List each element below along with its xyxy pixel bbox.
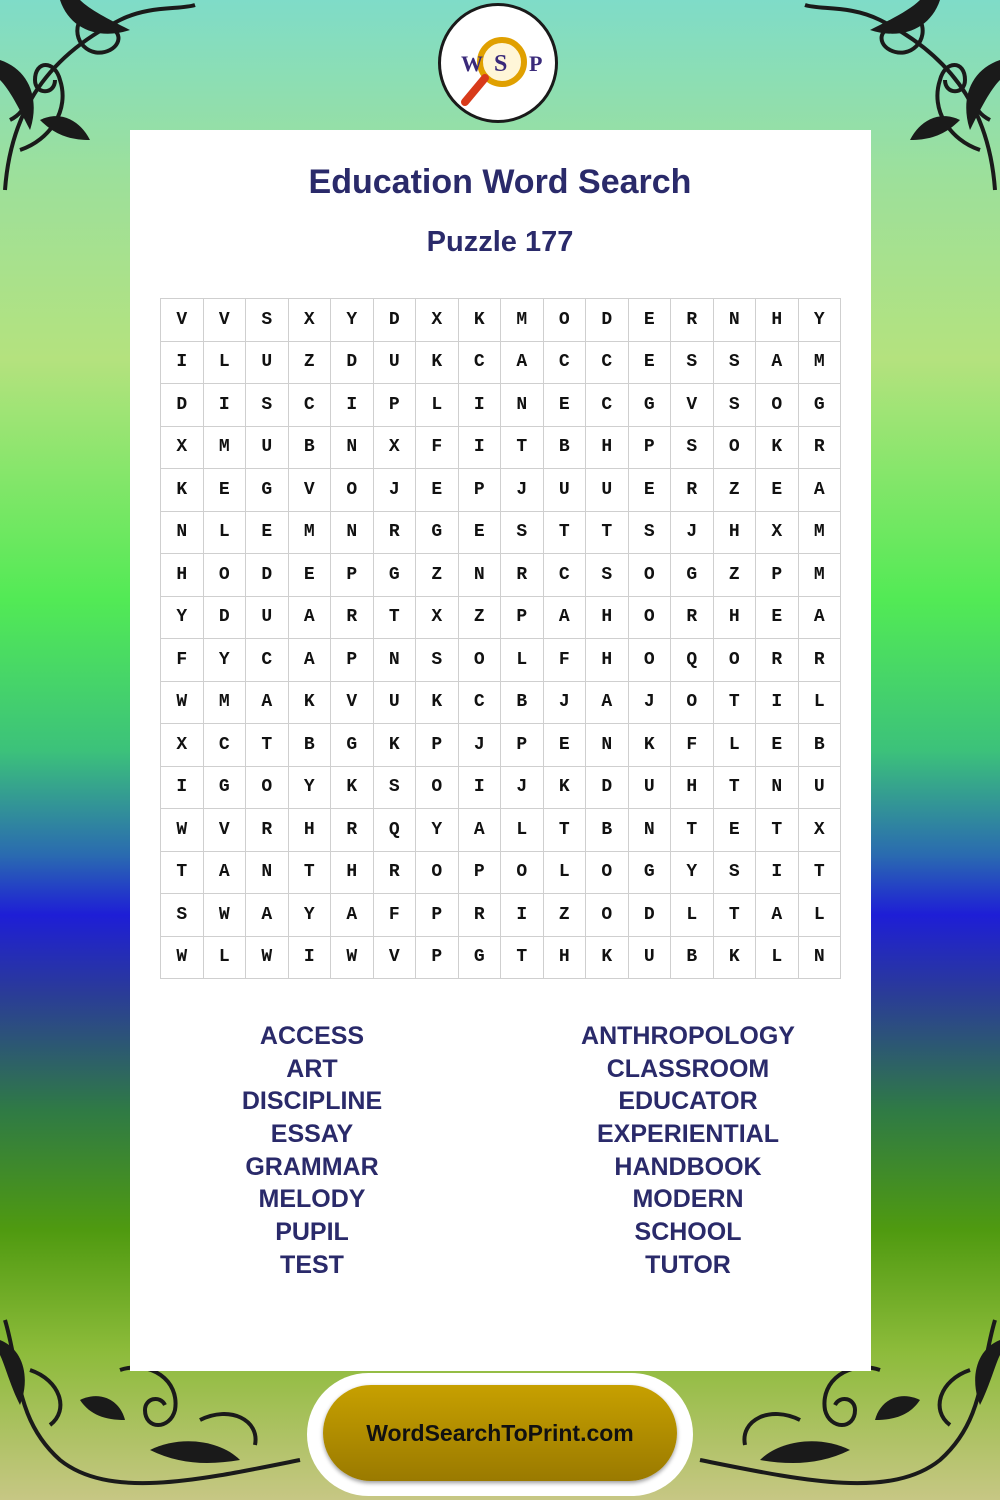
word-list-item: ANTHROPOLOGY bbox=[581, 1022, 795, 1050]
grid-cell[interactable]: N bbox=[501, 384, 544, 427]
grid-cell[interactable]: S bbox=[714, 852, 757, 895]
grid-cell[interactable]: K bbox=[459, 299, 502, 342]
grid-cell[interactable]: L bbox=[756, 937, 799, 980]
grid-cell[interactable]: I bbox=[204, 384, 247, 427]
grid-cell[interactable]: L bbox=[799, 894, 842, 937]
grid-cell[interactable]: H bbox=[289, 809, 332, 852]
word-list-item: HANDBOOK bbox=[614, 1152, 762, 1181]
grid-cell[interactable]: O bbox=[246, 767, 289, 810]
grid-cell[interactable]: U bbox=[586, 469, 629, 512]
grid-cell[interactable]: W bbox=[331, 937, 374, 980]
word-list-left bbox=[112, 1020, 512, 1282]
grid-cell[interactable]: N bbox=[586, 724, 629, 767]
grid-cell[interactable]: Z bbox=[544, 894, 587, 937]
word-list-item: MELODY bbox=[258, 1185, 366, 1214]
grid-cell[interactable]: T bbox=[714, 682, 757, 725]
grid-cell[interactable]: B bbox=[586, 809, 629, 852]
grid-cell[interactable]: R bbox=[671, 299, 714, 342]
puzzle-number: Puzzle 177 bbox=[426, 226, 574, 258]
grid-cell[interactable]: O bbox=[629, 597, 672, 640]
grid-cell[interactable]: H bbox=[671, 767, 714, 810]
grid-cell[interactable]: F bbox=[671, 724, 714, 767]
grid-cell[interactable]: L bbox=[416, 384, 459, 427]
grid-cell[interactable]: T bbox=[374, 597, 417, 640]
grid-cell[interactable]: P bbox=[416, 724, 459, 767]
grid-cell[interactable]: M bbox=[204, 682, 247, 725]
grid-cell[interactable]: E bbox=[714, 809, 757, 852]
grid-cell[interactable]: U bbox=[246, 597, 289, 640]
grid-cell[interactable]: D bbox=[331, 342, 374, 385]
grid-cell[interactable]: P bbox=[416, 894, 459, 937]
grid-cell[interactable]: R bbox=[799, 639, 842, 682]
grid-cell[interactable]: P bbox=[331, 554, 374, 597]
word-list-item: CLASSROOM bbox=[606, 1054, 770, 1083]
grid-cell[interactable]: N bbox=[799, 937, 842, 980]
grid-cell[interactable]: Y bbox=[289, 767, 332, 810]
grid-cell[interactable]: I bbox=[161, 342, 204, 385]
grid-cell[interactable]: W bbox=[161, 682, 204, 725]
grid-cell[interactable]: O bbox=[671, 682, 714, 725]
grid-cell[interactable]: N bbox=[756, 767, 799, 810]
grid-cell[interactable]: A bbox=[289, 597, 332, 640]
grid-cell[interactable]: U bbox=[629, 937, 672, 980]
grid-cell[interactable]: A bbox=[799, 469, 842, 512]
grid-cell[interactable]: E bbox=[629, 469, 672, 512]
grid-cell[interactable]: G bbox=[629, 384, 672, 427]
grid-cell[interactable]: R bbox=[501, 554, 544, 597]
grid-cell[interactable]: L bbox=[204, 937, 247, 980]
grid-cell[interactable]: J bbox=[671, 512, 714, 555]
grid-cell[interactable]: C bbox=[586, 342, 629, 385]
word-list-item: ESSAY bbox=[270, 1120, 354, 1149]
grid-cell[interactable]: A bbox=[459, 809, 502, 852]
grid-cell[interactable]: U bbox=[799, 767, 842, 810]
grid-cell[interactable]: A bbox=[501, 342, 544, 385]
grid-cell[interactable]: O bbox=[501, 852, 544, 895]
grid-cell[interactable]: S bbox=[629, 512, 672, 555]
grid-cell[interactable]: E bbox=[459, 512, 502, 555]
grid-cell[interactable]: Z bbox=[714, 469, 757, 512]
grid-cell[interactable]: R bbox=[246, 809, 289, 852]
grid-cell[interactable]: O bbox=[459, 639, 502, 682]
grid-cell[interactable]: Z bbox=[289, 342, 332, 385]
grid-cell[interactable]: P bbox=[756, 554, 799, 597]
grid-cell[interactable]: D bbox=[629, 894, 672, 937]
grid-cell[interactable]: V bbox=[331, 682, 374, 725]
grid-cell[interactable]: E bbox=[289, 554, 332, 597]
grid-cell[interactable]: R bbox=[671, 597, 714, 640]
footer-website-button[interactable]: WordSearchToPrint.com bbox=[323, 1385, 677, 1481]
grid-cell[interactable]: E bbox=[544, 384, 587, 427]
grid-cell[interactable]: C bbox=[544, 342, 587, 385]
grid-cell[interactable]: A bbox=[289, 639, 332, 682]
grid-cell[interactable]: H bbox=[756, 299, 799, 342]
grid-cell[interactable]: I bbox=[756, 682, 799, 725]
grid-cell[interactable]: H bbox=[161, 554, 204, 597]
grid-cell[interactable]: E bbox=[204, 469, 247, 512]
grid-cell[interactable]: J bbox=[374, 469, 417, 512]
grid-cell[interactable]: P bbox=[416, 937, 459, 980]
grid-cell[interactable]: A bbox=[799, 597, 842, 640]
grid-cell[interactable]: T bbox=[714, 894, 757, 937]
grid-cell[interactable]: L bbox=[671, 894, 714, 937]
grid-cell[interactable]: O bbox=[204, 554, 247, 597]
grid-cell[interactable]: U bbox=[246, 342, 289, 385]
grid-cell[interactable]: O bbox=[629, 554, 672, 597]
grid-cell[interactable]: E bbox=[756, 724, 799, 767]
grid-cell[interactable]: G bbox=[671, 554, 714, 597]
grid-cell[interactable]: X bbox=[289, 299, 332, 342]
grid-cell[interactable]: L bbox=[714, 724, 757, 767]
grid-cell[interactable]: O bbox=[586, 894, 629, 937]
grid-cell[interactable]: G bbox=[331, 724, 374, 767]
word-list-right bbox=[488, 1020, 888, 1282]
grid-cell[interactable]: C bbox=[586, 384, 629, 427]
grid-cell[interactable]: I bbox=[501, 894, 544, 937]
grid-cell[interactable]: E bbox=[756, 469, 799, 512]
grid-cell[interactable]: R bbox=[756, 639, 799, 682]
grid-cell[interactable]: M bbox=[289, 512, 332, 555]
grid-cell[interactable]: K bbox=[416, 342, 459, 385]
grid-cell[interactable]: G bbox=[374, 554, 417, 597]
word-list-item: GRAMMAR bbox=[245, 1152, 379, 1181]
grid-cell[interactable]: Y bbox=[204, 639, 247, 682]
grid-cell[interactable]: R bbox=[459, 894, 502, 937]
grid-cell[interactable]: T bbox=[246, 724, 289, 767]
grid-cell[interactable]: L bbox=[544, 852, 587, 895]
grid-cell[interactable]: R bbox=[671, 469, 714, 512]
grid-cell[interactable]: Y bbox=[671, 852, 714, 895]
grid-cell[interactable]: E bbox=[416, 469, 459, 512]
grid-cell[interactable]: W bbox=[161, 937, 204, 980]
grid-cell[interactable]: H bbox=[586, 639, 629, 682]
grid-cell[interactable]: M bbox=[799, 342, 842, 385]
grid-cell[interactable]: S bbox=[246, 384, 289, 427]
logo-letter-s: S bbox=[494, 51, 508, 77]
word-list-item: TUTOR bbox=[645, 1250, 731, 1279]
grid-cell[interactable]: I bbox=[289, 937, 332, 980]
grid-cell[interactable]: M bbox=[204, 427, 247, 470]
grid-cell[interactable]: T bbox=[544, 512, 587, 555]
grid-cell[interactable]: K bbox=[756, 427, 799, 470]
grid-cell[interactable]: D bbox=[586, 299, 629, 342]
grid-cell[interactable]: O bbox=[416, 767, 459, 810]
grid-cell[interactable]: W bbox=[161, 809, 204, 852]
grid-cell[interactable]: V bbox=[374, 937, 417, 980]
grid-cell[interactable]: T bbox=[586, 512, 629, 555]
grid-cell[interactable]: E bbox=[544, 724, 587, 767]
grid-cell[interactable]: I bbox=[331, 384, 374, 427]
grid-cell[interactable]: R bbox=[331, 809, 374, 852]
grid-cell[interactable]: A bbox=[246, 682, 289, 725]
word-list-item: SCHOOL bbox=[634, 1218, 742, 1247]
grid-cell[interactable]: G bbox=[204, 767, 247, 810]
grid-cell[interactable]: G bbox=[459, 937, 502, 980]
grid-cell[interactable]: H bbox=[544, 937, 587, 980]
grid-cell[interactable]: G bbox=[629, 852, 672, 895]
grid-cell[interactable]: Z bbox=[459, 597, 502, 640]
grid-cell[interactable]: K bbox=[289, 682, 332, 725]
grid-cell[interactable]: A bbox=[204, 852, 247, 895]
grid-cell[interactable]: H bbox=[586, 427, 629, 470]
grid-cell[interactable]: C bbox=[459, 342, 502, 385]
grid-cell[interactable]: N bbox=[374, 639, 417, 682]
grid-cell[interactable]: N bbox=[331, 427, 374, 470]
grid-cell[interactable]: X bbox=[416, 597, 459, 640]
grid-cell[interactable]: N bbox=[246, 852, 289, 895]
grid-cell[interactable]: E bbox=[629, 299, 672, 342]
grid-cell[interactable]: X bbox=[161, 724, 204, 767]
grid-cell[interactable]: C bbox=[544, 554, 587, 597]
grid-cell[interactable]: A bbox=[586, 682, 629, 725]
grid-cell[interactable]: C bbox=[459, 682, 502, 725]
grid-cell[interactable]: O bbox=[714, 639, 757, 682]
grid-cell[interactable]: P bbox=[629, 427, 672, 470]
grid-cell[interactable]: K bbox=[416, 682, 459, 725]
grid-cell[interactable]: T bbox=[289, 852, 332, 895]
grid-cell[interactable]: R bbox=[374, 852, 417, 895]
grid-cell[interactable]: P bbox=[374, 384, 417, 427]
word-list-item: ACCESS bbox=[259, 1022, 365, 1050]
grid-cell[interactable]: N bbox=[331, 512, 374, 555]
grid-cell[interactable]: A bbox=[544, 597, 587, 640]
grid-cell[interactable]: S bbox=[714, 342, 757, 385]
grid-cell[interactable]: W bbox=[204, 894, 247, 937]
grid-cell[interactable]: B bbox=[289, 427, 332, 470]
grid-cell[interactable]: P bbox=[501, 724, 544, 767]
grid-cell[interactable]: S bbox=[671, 342, 714, 385]
grid-cell[interactable]: K bbox=[629, 724, 672, 767]
word-list-item: EDUCATOR bbox=[618, 1087, 758, 1116]
grid-cell[interactable]: Y bbox=[799, 299, 842, 342]
grid-cell[interactable]: S bbox=[161, 894, 204, 937]
grid-cell[interactable]: U bbox=[246, 427, 289, 470]
grid-cell[interactable]: O bbox=[756, 384, 799, 427]
grid-cell[interactable]: L bbox=[501, 809, 544, 852]
word-list-item: MODERN bbox=[632, 1185, 744, 1214]
grid-cell[interactable]: G bbox=[799, 384, 842, 427]
grid-cell[interactable]: N bbox=[459, 554, 502, 597]
grid-cell[interactable]: Q bbox=[374, 809, 417, 852]
grid-cell[interactable]: H bbox=[714, 512, 757, 555]
letter-grid[interactable] bbox=[160, 298, 841, 979]
grid-cell[interactable]: P bbox=[331, 639, 374, 682]
grid-cell[interactable]: D bbox=[374, 299, 417, 342]
grid-cell[interactable]: R bbox=[374, 512, 417, 555]
grid-cell[interactable]: J bbox=[459, 724, 502, 767]
grid-cell[interactable]: B bbox=[289, 724, 332, 767]
grid-cell[interactable]: S bbox=[671, 427, 714, 470]
grid-cell[interactable]: G bbox=[246, 469, 289, 512]
grid-cell[interactable]: H bbox=[331, 852, 374, 895]
grid-cell[interactable]: T bbox=[756, 809, 799, 852]
grid-cell[interactable]: S bbox=[246, 299, 289, 342]
grid-cell[interactable]: Y bbox=[331, 299, 374, 342]
grid-cell[interactable]: T bbox=[161, 852, 204, 895]
grid-cell[interactable]: C bbox=[246, 639, 289, 682]
grid-cell[interactable]: T bbox=[501, 937, 544, 980]
grid-cell[interactable]: L bbox=[501, 639, 544, 682]
grid-cell[interactable]: U bbox=[544, 469, 587, 512]
grid-cell[interactable]: V bbox=[289, 469, 332, 512]
grid-cell[interactable]: D bbox=[204, 597, 247, 640]
grid-cell[interactable]: E bbox=[629, 342, 672, 385]
grid-cell[interactable]: K bbox=[374, 724, 417, 767]
grid-cell[interactable]: Y bbox=[416, 809, 459, 852]
grid-cell[interactable]: B bbox=[799, 724, 842, 767]
grid-cell[interactable]: C bbox=[289, 384, 332, 427]
grid-cell[interactable]: I bbox=[161, 767, 204, 810]
grid-cell[interactable]: J bbox=[544, 682, 587, 725]
grid-cell[interactable]: M bbox=[501, 299, 544, 342]
grid-cell[interactable]: A bbox=[756, 342, 799, 385]
grid-cell[interactable]: I bbox=[459, 384, 502, 427]
grid-cell[interactable]: F bbox=[544, 639, 587, 682]
grid-cell[interactable]: S bbox=[714, 384, 757, 427]
grid-cell[interactable]: A bbox=[756, 894, 799, 937]
grid-cell[interactable]: M bbox=[799, 512, 842, 555]
page-title: Education Word Search bbox=[308, 163, 692, 201]
grid-cell[interactable]: L bbox=[204, 342, 247, 385]
grid-cell[interactable]: H bbox=[586, 597, 629, 640]
word-list-item: PUPIL bbox=[275, 1218, 349, 1247]
grid-cell[interactable]: V bbox=[204, 809, 247, 852]
grid-cell[interactable]: L bbox=[204, 512, 247, 555]
grid-cell[interactable]: V bbox=[161, 299, 204, 342]
grid-cell[interactable]: S bbox=[501, 512, 544, 555]
grid-cell[interactable]: S bbox=[586, 554, 629, 597]
grid-cell[interactable]: O bbox=[331, 469, 374, 512]
grid-cell[interactable]: O bbox=[416, 852, 459, 895]
grid-cell[interactable]: B bbox=[544, 427, 587, 470]
grid-cell[interactable]: E bbox=[246, 512, 289, 555]
grid-cell[interactable]: R bbox=[331, 597, 374, 640]
grid-cell[interactable]: W bbox=[246, 937, 289, 980]
grid-cell[interactable]: Y bbox=[289, 894, 332, 937]
grid-cell[interactable]: S bbox=[374, 767, 417, 810]
grid-cell[interactable]: K bbox=[714, 937, 757, 980]
grid-cell[interactable]: C bbox=[204, 724, 247, 767]
grid-cell[interactable]: X bbox=[416, 299, 459, 342]
grid-cell[interactable]: J bbox=[501, 469, 544, 512]
grid-cell[interactable]: M bbox=[799, 554, 842, 597]
grid-cell[interactable]: Z bbox=[714, 554, 757, 597]
grid-cell[interactable]: F bbox=[161, 639, 204, 682]
grid-cell[interactable]: N bbox=[629, 809, 672, 852]
grid-cell[interactable]: Z bbox=[416, 554, 459, 597]
grid-cell[interactable]: K bbox=[161, 469, 204, 512]
grid-cell[interactable]: U bbox=[374, 682, 417, 725]
grid-cell[interactable]: F bbox=[374, 894, 417, 937]
grid-cell[interactable]: D bbox=[246, 554, 289, 597]
grid-cell[interactable]: I bbox=[459, 427, 502, 470]
grid-cell[interactable]: K bbox=[586, 937, 629, 980]
word-list-item: ART bbox=[286, 1054, 338, 1083]
grid-cell[interactable]: U bbox=[629, 767, 672, 810]
grid-cell[interactable]: X bbox=[161, 427, 204, 470]
grid-cell[interactable]: F bbox=[416, 427, 459, 470]
grid-cell[interactable]: V bbox=[671, 384, 714, 427]
word-list-item: TEST bbox=[280, 1250, 344, 1279]
grid-cell[interactable]: U bbox=[374, 342, 417, 385]
grid-cell[interactable]: O bbox=[629, 639, 672, 682]
word-list-item: EXPERIENTIAL bbox=[597, 1120, 779, 1149]
grid-cell[interactable]: T bbox=[544, 809, 587, 852]
grid-cell[interactable]: K bbox=[544, 767, 587, 810]
grid-cell[interactable]: D bbox=[161, 384, 204, 427]
grid-cell[interactable]: B bbox=[501, 682, 544, 725]
grid-cell[interactable]: Y bbox=[161, 597, 204, 640]
grid-cell[interactable]: I bbox=[459, 767, 502, 810]
grid-cell[interactable]: D bbox=[586, 767, 629, 810]
grid-cell[interactable]: T bbox=[799, 852, 842, 895]
grid-cell[interactable]: Q bbox=[671, 639, 714, 682]
grid-cell[interactable]: I bbox=[756, 852, 799, 895]
grid-cell[interactable]: J bbox=[629, 682, 672, 725]
grid-cell[interactable]: V bbox=[204, 299, 247, 342]
grid-cell[interactable]: T bbox=[714, 767, 757, 810]
grid-cell[interactable]: G bbox=[416, 512, 459, 555]
grid-cell[interactable]: T bbox=[671, 809, 714, 852]
grid-cell[interactable]: K bbox=[331, 767, 374, 810]
grid-cell[interactable]: O bbox=[586, 852, 629, 895]
grid-cell[interactable]: X bbox=[374, 427, 417, 470]
word-list-item: DISCIPLINE bbox=[241, 1087, 383, 1116]
grid-cell[interactable]: J bbox=[501, 767, 544, 810]
grid-cell[interactable]: N bbox=[714, 299, 757, 342]
logo-letter-p: P bbox=[529, 51, 543, 76]
grid-cell[interactable]: P bbox=[459, 469, 502, 512]
grid-cell[interactable]: H bbox=[714, 597, 757, 640]
grid-cell[interactable]: X bbox=[799, 809, 842, 852]
grid-cell[interactable]: O bbox=[714, 427, 757, 470]
grid-cell[interactable]: T bbox=[501, 427, 544, 470]
grid-cell[interactable]: L bbox=[799, 682, 842, 725]
grid-cell[interactable]: B bbox=[671, 937, 714, 980]
wsp-logo[interactable] bbox=[438, 3, 558, 123]
logo-letter-w: W bbox=[461, 51, 483, 76]
grid-cell[interactable]: P bbox=[459, 852, 502, 895]
grid-cell[interactable]: E bbox=[756, 597, 799, 640]
grid-cell[interactable]: O bbox=[544, 299, 587, 342]
grid-cell[interactable]: N bbox=[161, 512, 204, 555]
grid-cell[interactable]: A bbox=[331, 894, 374, 937]
grid-cell[interactable]: S bbox=[416, 639, 459, 682]
grid-cell[interactable]: R bbox=[799, 427, 842, 470]
grid-cell[interactable]: P bbox=[501, 597, 544, 640]
grid-cell[interactable]: A bbox=[246, 894, 289, 937]
grid-cell[interactable]: X bbox=[756, 512, 799, 555]
